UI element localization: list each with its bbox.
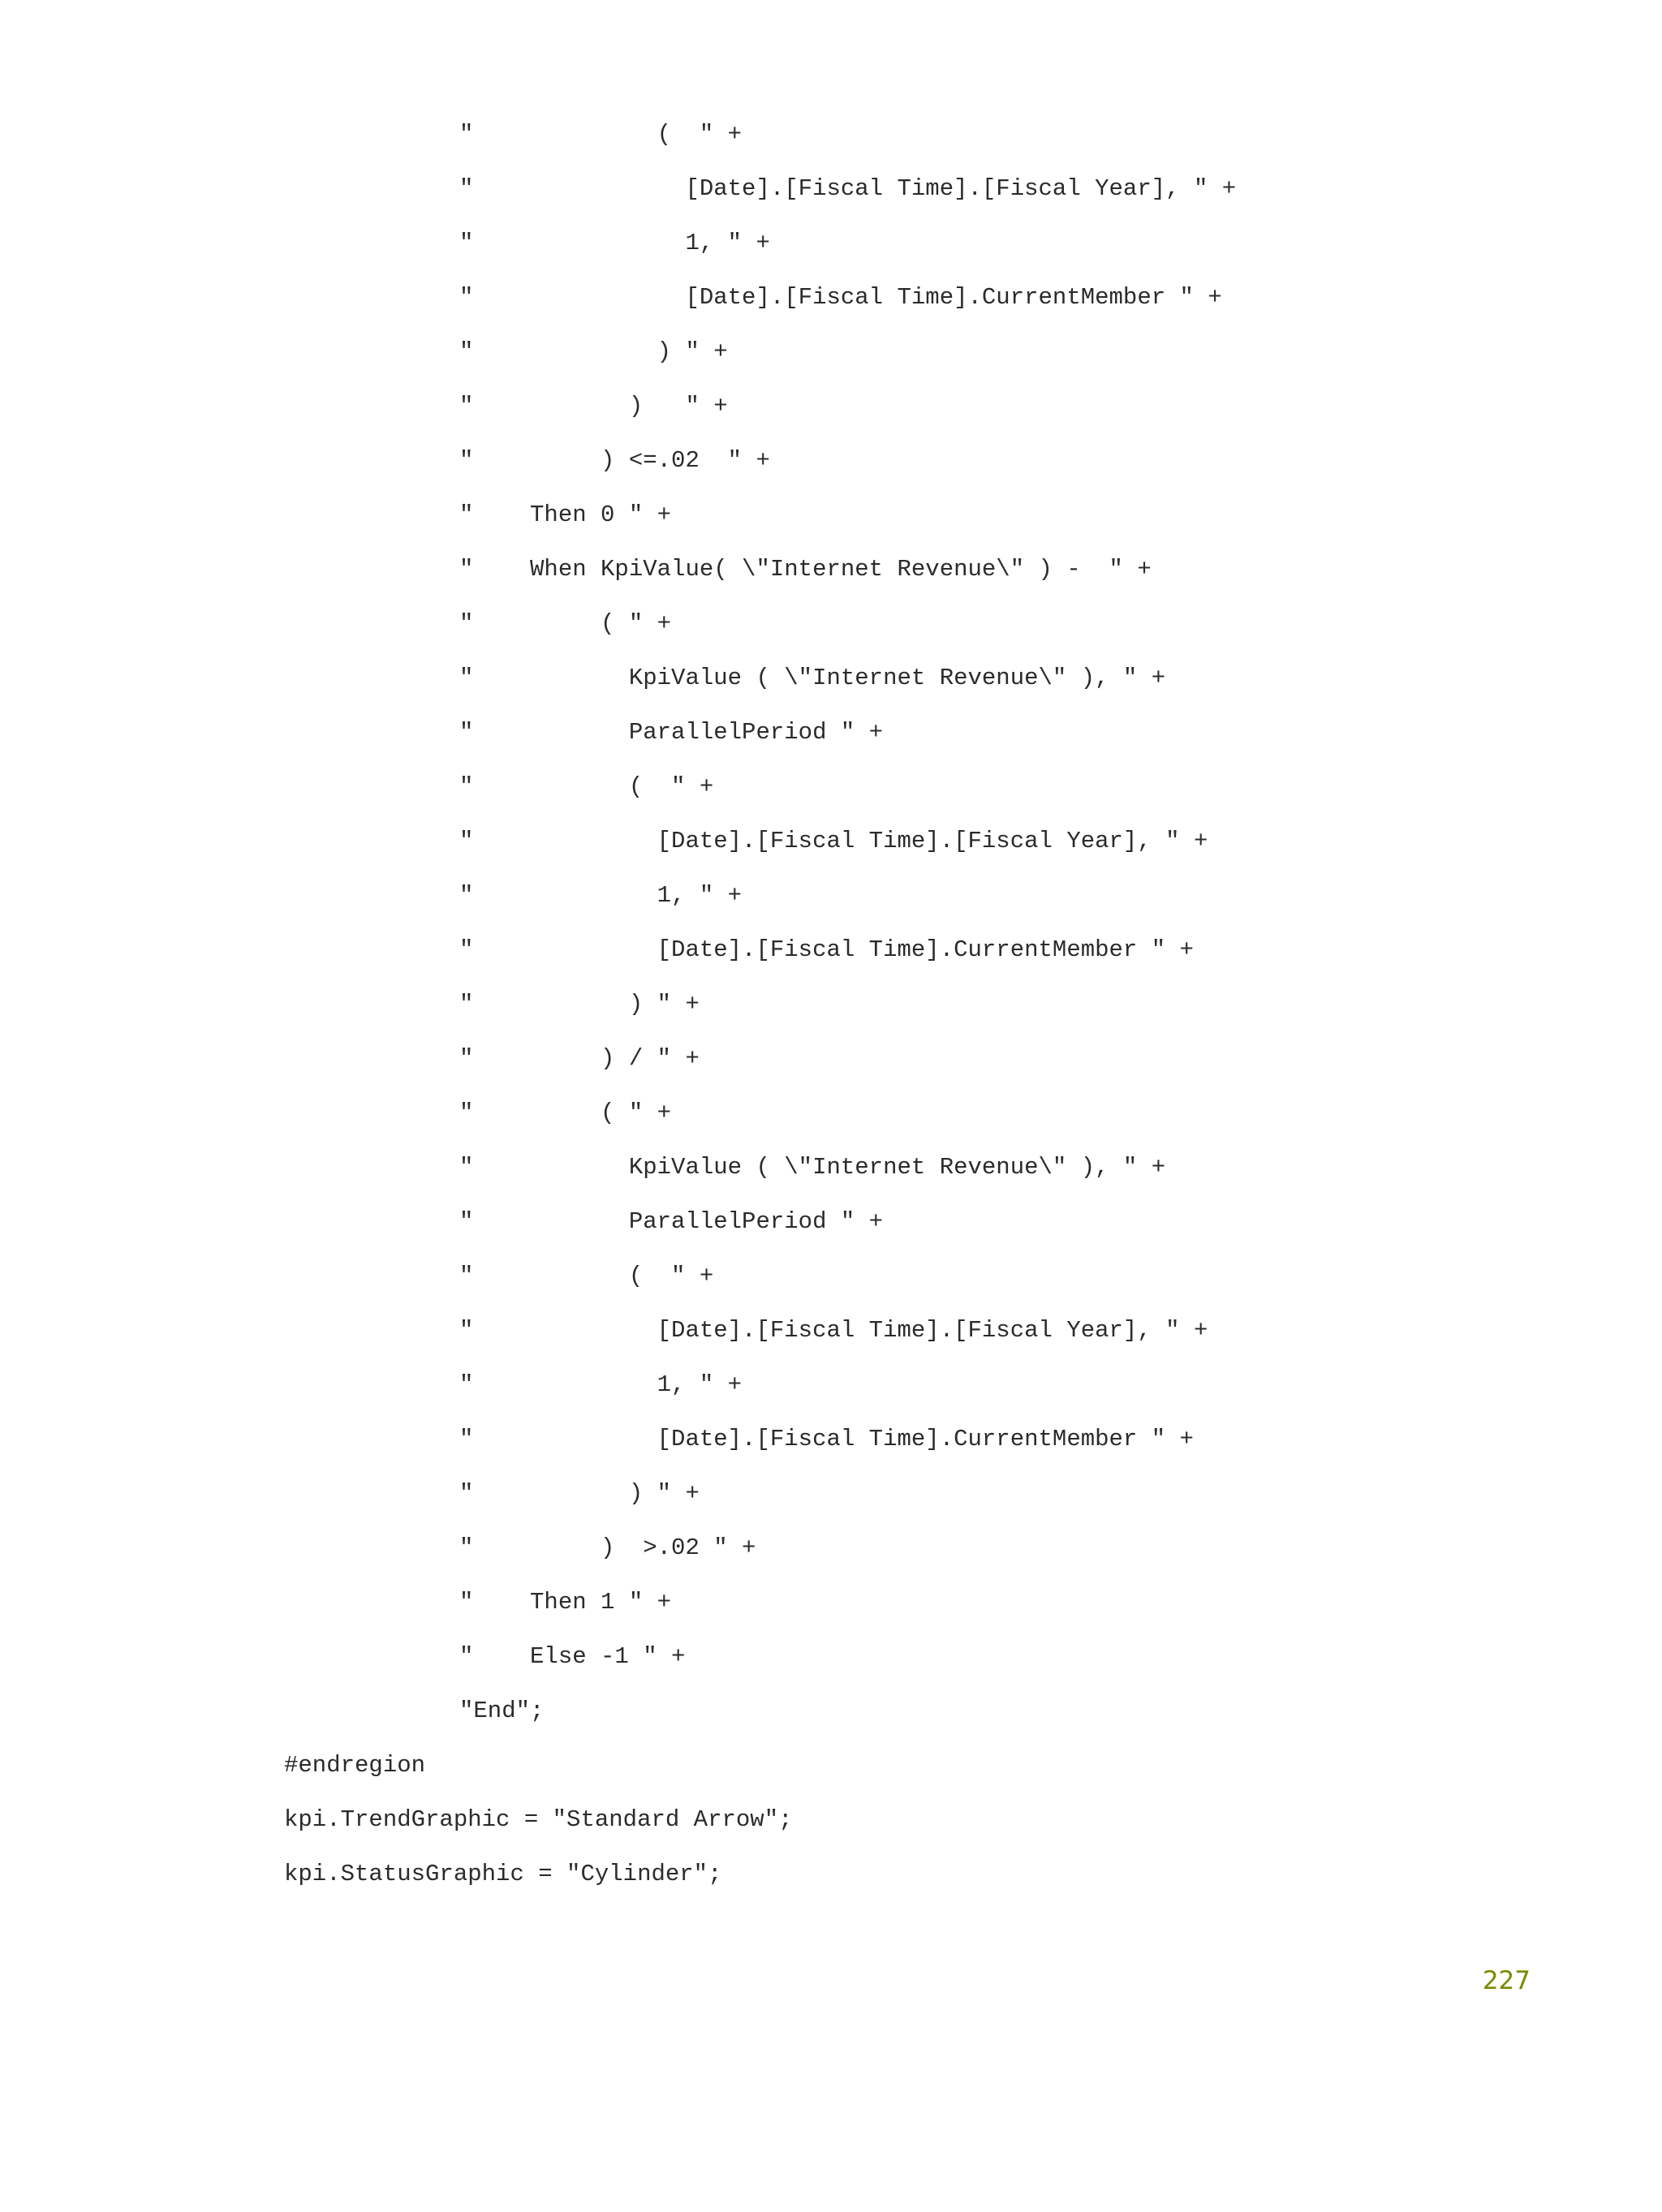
code-line: #endregion bbox=[284, 1752, 426, 1779]
code-line: " ( " + bbox=[459, 773, 714, 800]
code-line: " ParallelPeriod " + bbox=[459, 719, 884, 746]
code-line: " [Date].[Fiscal Time].CurrentMember " + bbox=[459, 936, 1194, 963]
code-line: " Then 0 " + bbox=[459, 501, 672, 528]
code-line: " 1, " + bbox=[459, 882, 743, 909]
code-line: " ) " + bbox=[459, 1480, 700, 1507]
code-line: "End"; bbox=[459, 1698, 545, 1724]
code-line: " [Date].[Fiscal Time].[Fiscal Year], " + bbox=[459, 828, 1208, 854]
code-line: " ) " + bbox=[459, 393, 728, 420]
code-line: " KpiValue ( \"Internet Revenue\" ), " + bbox=[459, 1154, 1166, 1181]
code-line: " ) " + bbox=[459, 338, 728, 365]
code-line: " ( " + bbox=[459, 121, 743, 148]
code-line: " Then 1 " + bbox=[459, 1589, 672, 1616]
code-line: " KpiValue ( \"Internet Revenue\" ), " + bbox=[459, 665, 1166, 691]
code-line: " ) " + bbox=[459, 991, 700, 1018]
code-line: " ) / " + bbox=[459, 1045, 700, 1072]
code-line: " [Date].[Fiscal Time].[Fiscal Year], " + bbox=[459, 175, 1237, 202]
code-line: " 1, " + bbox=[459, 1371, 743, 1398]
code-line: kpi.StatusGraphic = "Cylinder"; bbox=[284, 1861, 722, 1887]
code-line: " ( " + bbox=[459, 1263, 714, 1289]
code-line: " ( " + bbox=[459, 610, 672, 637]
code-line: kpi.TrendGraphic = "Standard Arrow"; bbox=[284, 1806, 793, 1833]
code-line: " When KpiValue( \"Internet Revenue\" ) - " + bbox=[459, 556, 1152, 583]
code-line: " ) >.02 " + bbox=[459, 1534, 756, 1561]
code-line: " Else -1 " + bbox=[459, 1643, 686, 1670]
code-line: " [Date].[Fiscal Time].[Fiscal Year], " + bbox=[459, 1317, 1208, 1344]
code-line: " ( " + bbox=[459, 1100, 672, 1126]
code-line: " 1, " + bbox=[459, 230, 770, 256]
page-number: 227 bbox=[1482, 1966, 1531, 1995]
code-line: " [Date].[Fiscal Time].CurrentMember " + bbox=[459, 1426, 1194, 1452]
code-line: " [Date].[Fiscal Time].CurrentMember " + bbox=[459, 284, 1222, 311]
code-line: " ParallelPeriod " + bbox=[459, 1208, 884, 1235]
code-line: " ) <=.02 " + bbox=[459, 447, 770, 474]
